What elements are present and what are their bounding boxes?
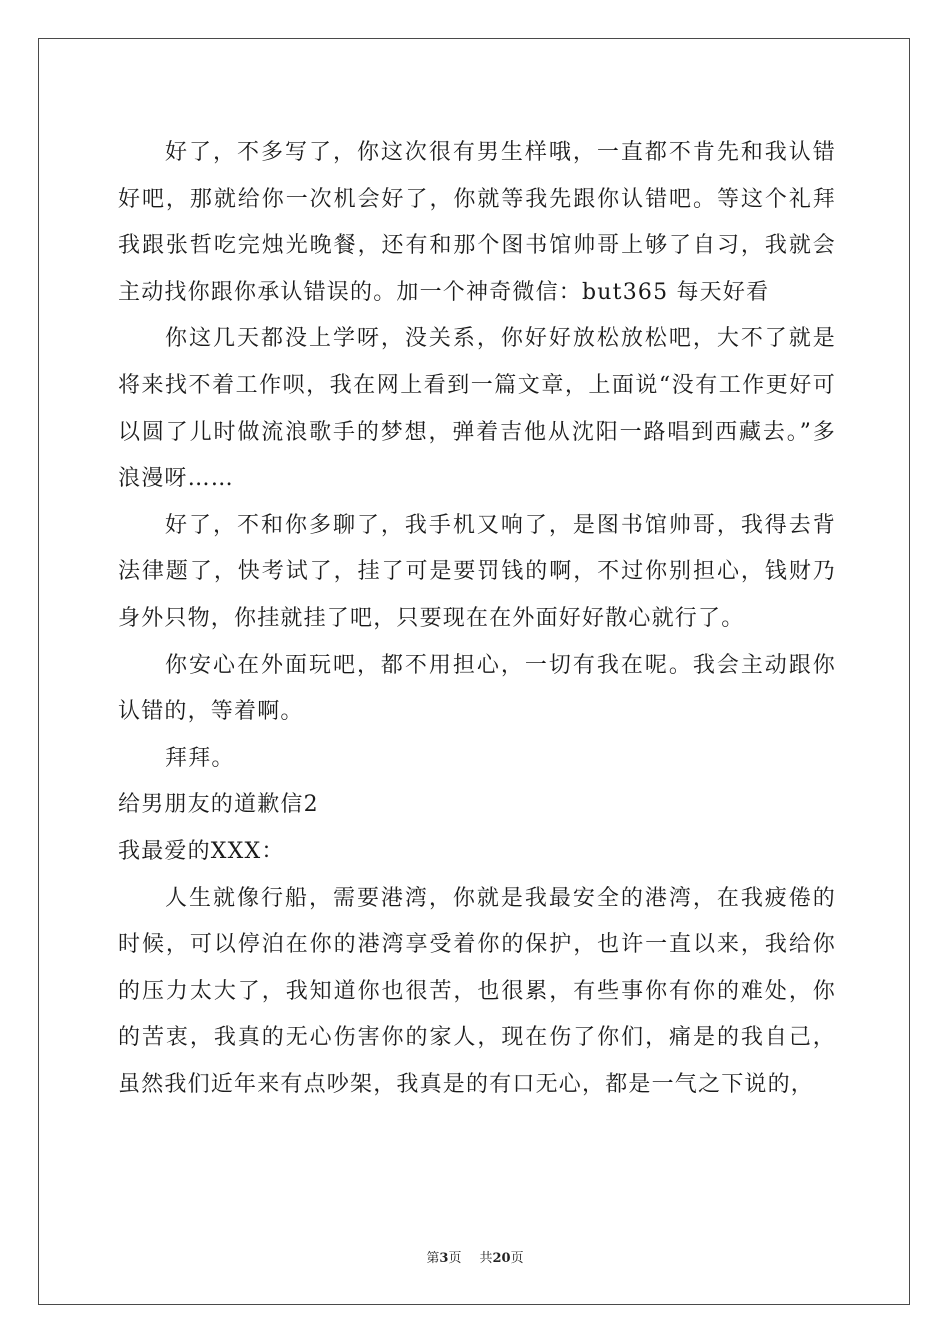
paragraph-harbor: 人生就像行船，需要港湾，你就是我最安全的港湾，在我疲倦的时候，可以停泊在你的港湾享受着你的保护，也许一直以来，我给你的压力太大了，我知道你也很苦，也很累，有些事你有你的难处，你的苦衷，我真的无心伤害你的家人，现在伤了你们，痛是的我自己，虽然我们近年来有点吵架，我真是的有口无心，都是一气之下说的， xyxy=(118,885,836,1097)
salutation: 我最爱的XXX： xyxy=(118,838,285,864)
paragraph-phone-ringing: 好了，不和你多聊了，我手机又响了，是图书馆帅哥，我得去背法律题了，快考试了，挂了可是要罚钱的啊，不过你别担心，钱财乃身外只物，你挂就挂了吧，只要现在在外面好好散心就行了。 xyxy=(118,512,836,631)
section-title: 给男朋友的道歉信2 xyxy=(118,792,319,818)
document-body xyxy=(118,130,836,1108)
paragraph-no-school: 你这几天都没上学呀，没关系，你好好放松放松吧，大不了就是将来找不着工作呗，我在网上看到一篇文章，上面说“没有工作更好可以圆了儿时做流浪歌手的梦想，弹着吉他从沈阳一路唱到西藏去。”多浪漫呀…… xyxy=(118,326,836,492)
paragraph-rest-assured: 你安心在外面玩吧，都不用担心，一切有我在呢。我会主动跟你认错的，等着啊。 xyxy=(118,652,836,725)
paragraph-goodbye: 拜拜。 xyxy=(165,745,235,771)
footer-page-suffix: 页 xyxy=(448,1251,462,1266)
footer-total-suffix: 页 xyxy=(510,1251,524,1266)
footer-prefix: 第 xyxy=(426,1251,440,1266)
paragraph-closing-remarks: 好了，不多写了，你这次很有男生样哦，一直都不肯先和我认错好吧，那就给你一次机会好了，你就等我先跟你认错吧。等这个礼拜我跟张哲吃完烛光晚餐，还有和那个图书馆帅哥上够了自习，我就会主动找你跟你承认错误的。加一个神奇微信：but365 每天好看 xyxy=(118,140,836,305)
footer-page-number: 3 xyxy=(439,1251,449,1266)
footer-total-pages: 20 xyxy=(492,1251,511,1266)
footer-total-prefix: 共 xyxy=(479,1251,493,1266)
page-footer xyxy=(0,1247,950,1266)
